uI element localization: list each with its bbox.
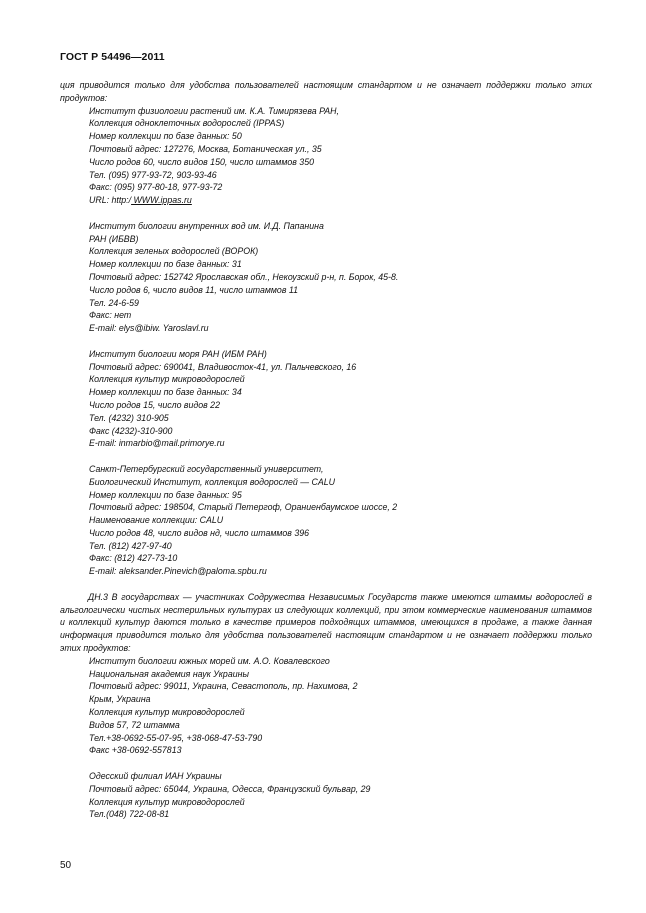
- entry-line: Крым, Украина: [89, 694, 151, 705]
- entry-line: Национальная академия наук Украины: [89, 668, 249, 679]
- entry-line: Тел. 24-6-59: [89, 297, 139, 308]
- entry-line: Коллекция культур микроводорослей: [89, 707, 245, 718]
- entry-line: Институт физиологии растений им. К.А. Тимирязева РАН,: [89, 105, 339, 116]
- entry-line: Наименование коллекции: CALU: [89, 515, 224, 526]
- entry-line: Видов 57, 72 штамма: [89, 719, 180, 730]
- entry-line: Коллекция культур микроводорослей: [89, 374, 245, 385]
- intro-paragraph: ция приводится только для удобства пользователей настоящим стандартом и не означает поддержки только этих продуктов:: [60, 80, 592, 103]
- entry-line: Тел. (095) 977-93-72, 903-93-46: [89, 169, 217, 180]
- entry-line: Санкт-Петербургский государственный университет,: [89, 463, 324, 474]
- entry-line: Факс: (812) 427-73-10: [89, 553, 178, 564]
- entry-email-line: E-mail: inmarbio@mail.primorye.ru: [89, 438, 225, 449]
- entry-line: Номер коллекции по базе данных: 34: [89, 387, 242, 398]
- collection-entry-calu: [89, 463, 592, 578]
- entry-line: Номер коллекции по базе данных: 31: [89, 259, 242, 270]
- document-header: ГОСТ Р 54496—2011: [60, 51, 165, 63]
- entry-line: Коллекция культур микроводорослей: [89, 796, 245, 807]
- entry-line: Почтовый адрес: 690041, Владивосток-41, ул. Пальчевского, 16: [89, 361, 357, 372]
- entry-email-line: E-mail: elys@ibiw. Yaroslavl.ru: [89, 323, 209, 334]
- entry-line: Число родов 48, число видов нд, число штаммов 396: [89, 527, 309, 538]
- entry-line: Почтовый адрес: 127276, Москва, Ботаническая ул., 35: [89, 143, 322, 154]
- entry-line: Почтовый адрес: 99011, Украина, Севастополь, пр. Нахимова, 2: [89, 681, 358, 692]
- entry-line: Почтовый адрес: 65044, Украина, Одесса, Французский бульвар, 29: [89, 783, 371, 794]
- entry-line: Почтовый адрес: 198504, Старый Петергоф, Ораниенбаумское шоссе, 2: [89, 502, 398, 513]
- entry-line: Тел. (812) 427-97-40: [89, 540, 172, 551]
- entry-email-line: E-mail: aleksander.Pinevich@paloma.spbu.ru: [89, 566, 267, 577]
- entry-line: Институт биологии моря РАН (ИБМ РАН): [89, 348, 267, 359]
- collection-entry-odessa: [89, 770, 592, 821]
- entry-line: Тел.(048) 722-08-81: [89, 809, 170, 820]
- document-body: [60, 79, 592, 821]
- entry-url-line: [89, 194, 592, 207]
- entry-line: Число родов 15, число видов 22: [89, 399, 220, 410]
- entry-line: Факс: (095) 977-80-18, 977-93-72: [89, 182, 223, 193]
- collection-entry-ibm: [89, 348, 592, 450]
- entry-line: Коллекция одноклеточных водорослей (IPPAS): [89, 118, 285, 129]
- entry-line: Факс: нет: [89, 310, 132, 321]
- entry-line: Одесский филиал ИАН Украины: [89, 771, 222, 782]
- entry-line: Число родов 6, число видов 11, число штаммов 11: [89, 284, 298, 295]
- entry-line: РАН (ИБВВ): [89, 233, 139, 244]
- entry-line: Биологический Институт, коллекция водорослей — CALU: [89, 476, 335, 487]
- entry-line: Факс (4232)-310-900: [89, 425, 173, 436]
- entry-line: Институт биологии южных морей им. А.О. Ковалевского: [89, 655, 330, 666]
- entry-line: Число родов 60, число видов 150, число штаммов 350: [89, 156, 314, 167]
- collection-entry-ibvv: [89, 220, 592, 335]
- entry-line: Тел. (4232) 310-905: [89, 412, 169, 423]
- entry-line: Институт биологии внутренних вод им. И.Д. Папанина: [89, 220, 324, 231]
- section-dn3-paragraph: ДН.3 В государствах — участниках Содружества Независимых Государств также имеются штаммы водорослей в альгологически чистых нестерильных культурах из следующих коллекций, при этом коммерческие наименования штаммов и коллекций культур даются только в качестве примеров подходящих штаммов, имеющихся в продаже, а также данная информация приводится только для удобства пользователей настоящим стандартом и не означает поддержки только этих продуктов:: [60, 591, 592, 654]
- entry-line: Почтовый адрес: 152742 Ярославская обл., Некоузский р-н, п. Борок, 45-8.: [89, 271, 399, 282]
- entry-line: Номер коллекции по базе данных: 50: [89, 131, 242, 142]
- url-prefix: URL: http:/: [89, 195, 132, 206]
- entry-line: Факс +38-0692-557813: [89, 745, 182, 756]
- page-number: 50: [60, 860, 72, 871]
- entry-line: Коллекция зеленых водорослей (ВОРОК): [89, 246, 259, 257]
- collection-entry-ibsm: [89, 655, 592, 757]
- entry-line: Тел.+38-0692-55-07-95, +38-068-47-53-790: [89, 732, 263, 743]
- entry-line: Номер коллекции по базе данных: 95: [89, 489, 242, 500]
- collection-entry-ippas: [89, 105, 592, 207]
- url-link[interactable]: WWW.ippas.ru: [131, 195, 192, 206]
